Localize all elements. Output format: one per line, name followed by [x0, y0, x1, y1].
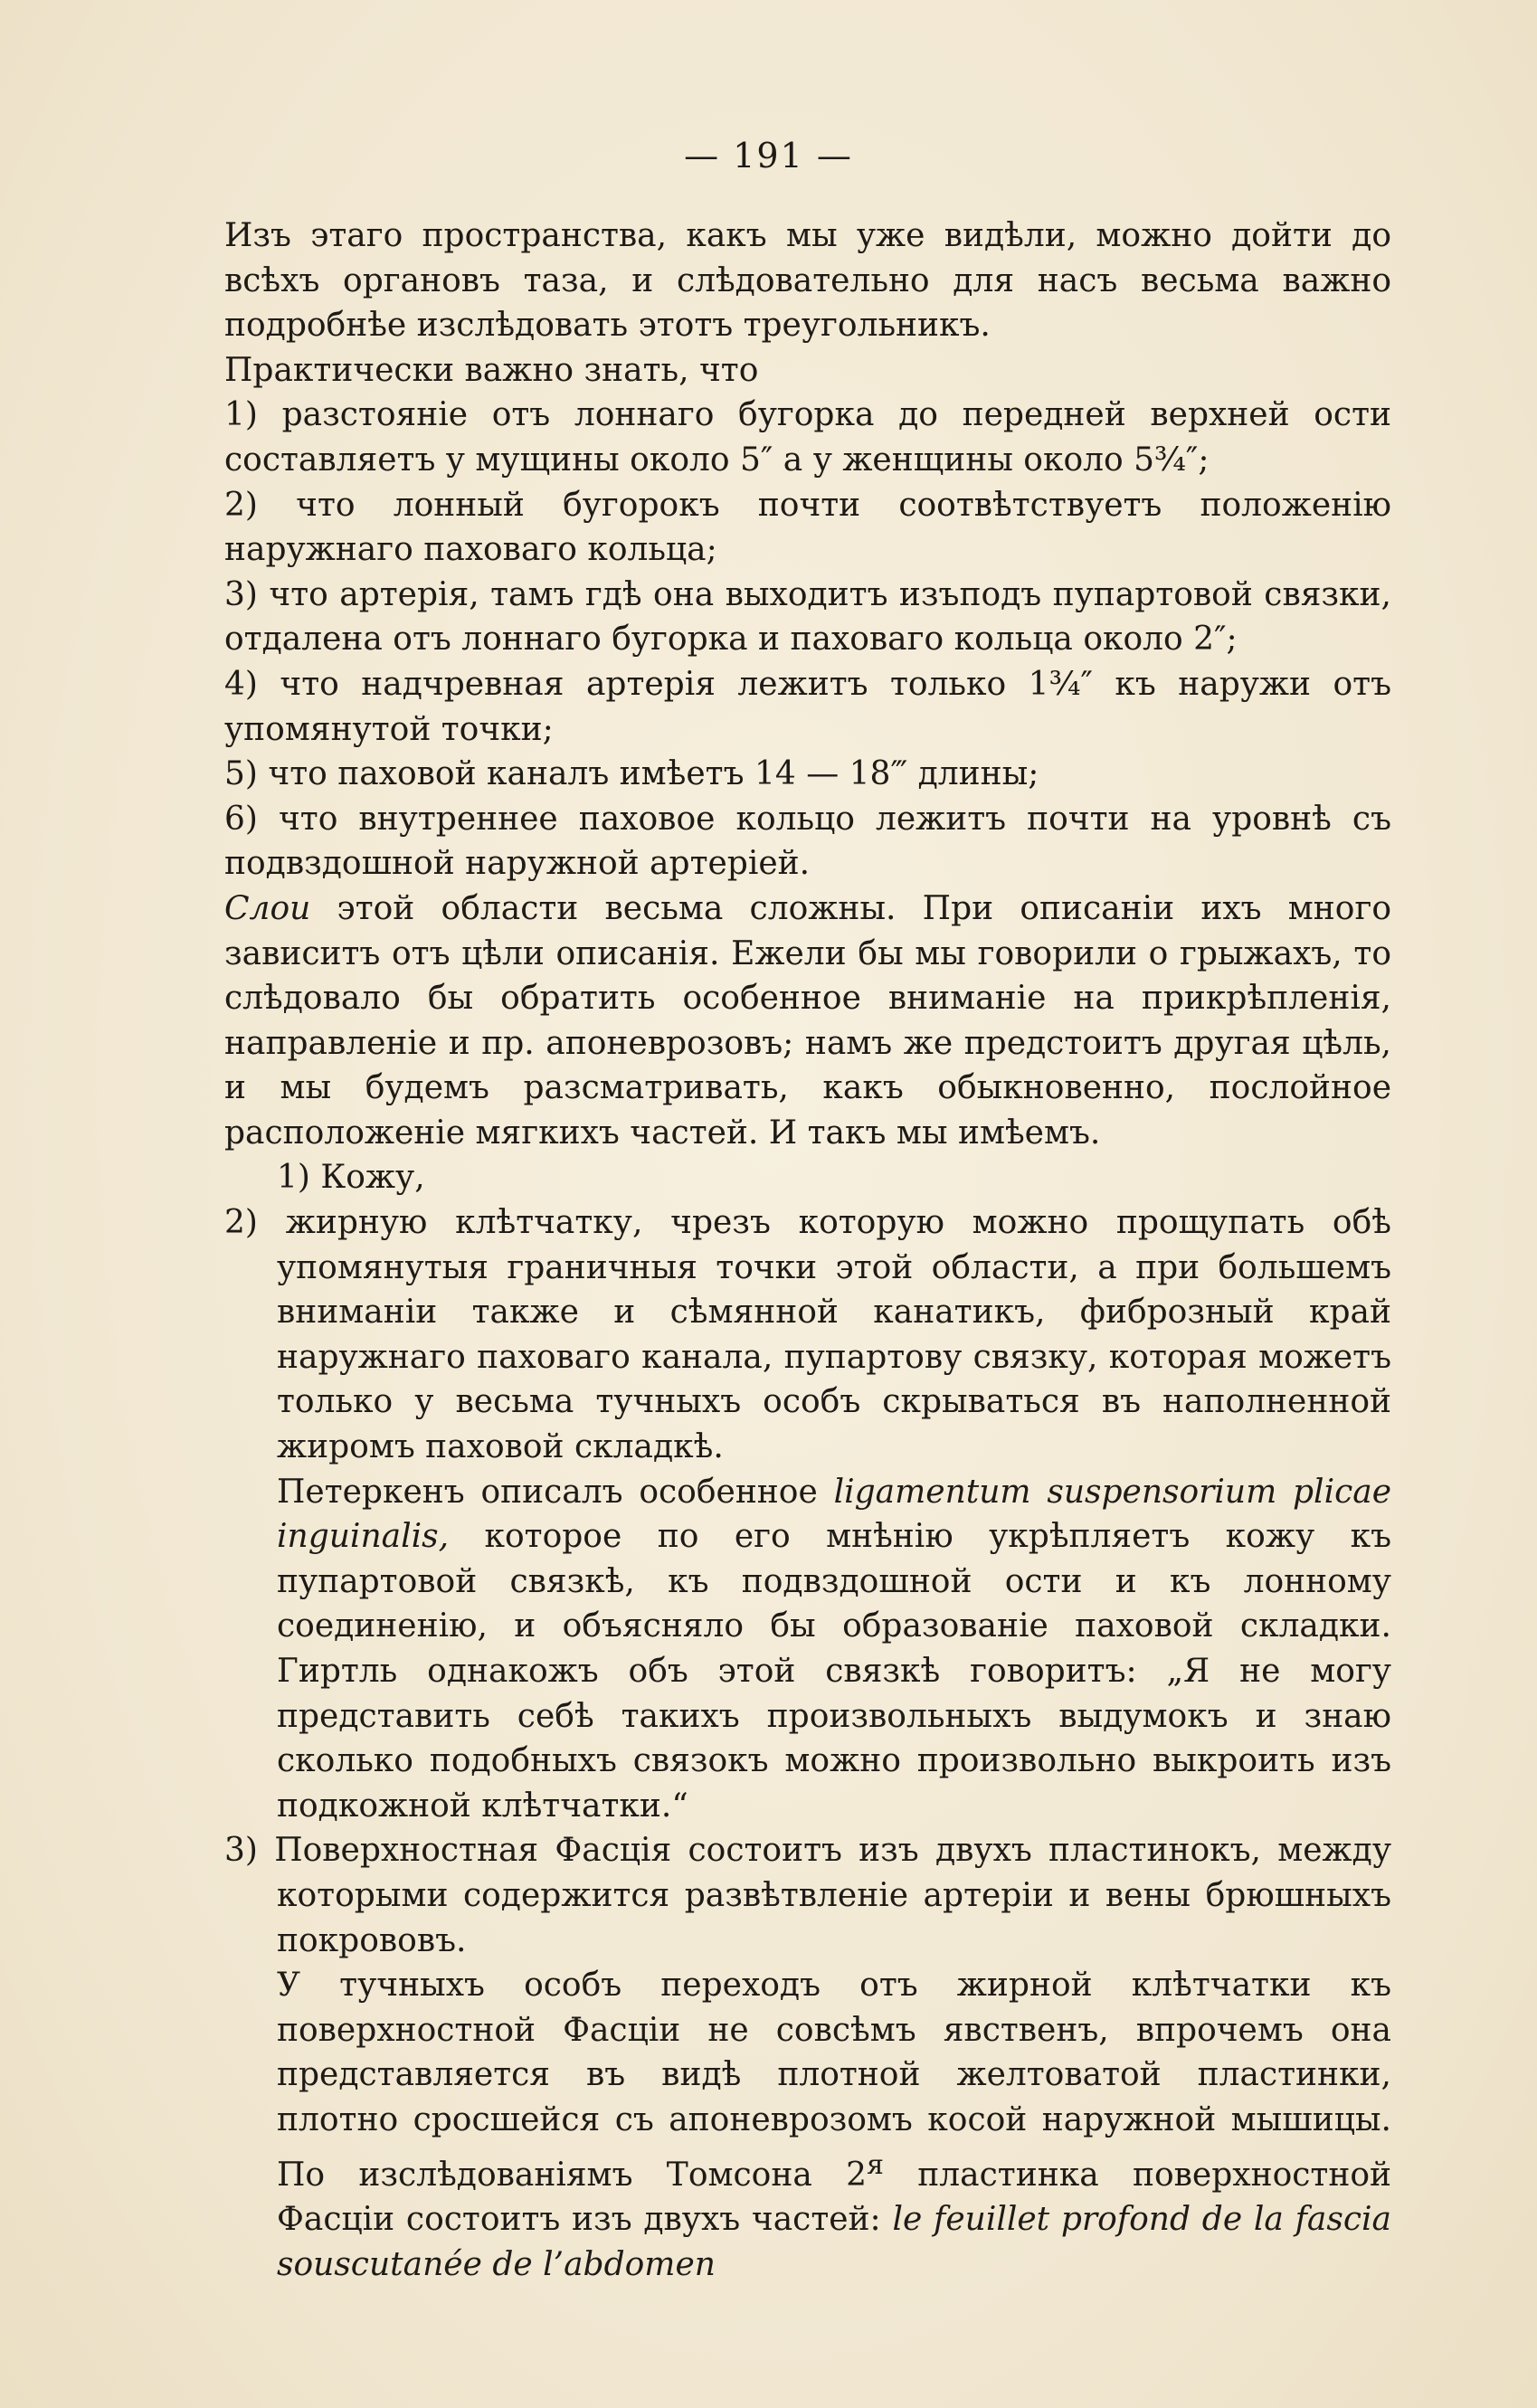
paragraph-practical: Практически важно знать, что	[224, 351, 759, 389]
list-item-3: 3) что артерія, тамъ гдѣ она выходитъ изъподъ пупартовой связки, отдалена отъ лоннаго бугорка и паховаго кольца около 2″;	[224, 575, 1391, 659]
layer-item-1: 1) Кожу,	[277, 1159, 425, 1197]
peterken-text-a: Петеркенъ описалъ особенное	[277, 1473, 834, 1511]
paragraph-obese	[224, 1963, 1391, 2287]
list-item-4: 4) что надчревная артерія лежитъ только 1¾″ къ наружи отъ упомянутой точки;	[224, 665, 1391, 748]
list-item-2: 2) что лонный бугорокъ почти соотвѣтствуетъ положенію наружнаго паховаго кольца;	[224, 486, 1391, 569]
page-body	[224, 213, 1391, 2287]
paragraph-layers	[224, 886, 1391, 1156]
peterken-text-b: которое по его мнѣнію укрѣпляетъ кожу къ пупартовой связкѣ, къ подвздошной ости и къ лонному соединенію, и объясняло бы образованіе паховой складки. Гиртль однакожъ объ этой связкѣ говоритъ: „Я не могу представить себѣ такихъ произвольныхъ выдумокъ и знаю сколько подобныхъ связокъ можно произвольно выкроить изъ подкожной клѣтчатки.“	[277, 1518, 1391, 1825]
layer-item-3-text: Поверхностная Фасція состоитъ изъ двухъ пластинокъ, между которыми содержится развѣтвленіе артеріи и вены брюшныхъ покрововъ.	[274, 1832, 1391, 1959]
layers-text: этой области весьма сложны. При описаніи ихъ много зависитъ отъ цѣли описанія. Ежели бы мы говорили о грыжахъ, то слѣдовало бы обратить особенное вниманіе на прикрѣпленія, направленіе и пр. апоневрозовъ; намъ же предстоитъ другая цѣль, и мы будемъ разсматривать, какъ обыкновенно, послойное расположеніе мягкихъ частей. И такъ мы имѣемъ.	[224, 889, 1391, 1152]
layer-item-2-number: 2)	[224, 1204, 258, 1242]
peterken-latin: ligamentum suspensorium plicae inguinalis,	[277, 1473, 1392, 1556]
layer-item-3-number: 3)	[224, 1832, 258, 1870]
paragraph-peterken	[224, 1470, 1391, 1829]
page-number: — 191 —	[684, 136, 853, 175]
layer-item-2-text: жирную клѣтчатку, чрезъ которую можно прощупать обѣ упомянутыя граничныя точки этой области, а при большемъ вниманіи также и сѣмянной канатикъ, фиброзный край наружнаго паховаго канала, пупартову связку, которая можетъ только у весьма тучныхъ особъ скрываться въ наполненной жиромъ паховой складкѣ.	[277, 1204, 1391, 1466]
list-item-5: 5) что паховой каналъ имѣетъ 14 — 18‴ длины;	[224, 755, 1039, 793]
list-item-1: 1) разстояніе отъ лоннаго бугорка до передней верхней ости составляетъ у мущины около 5″ а у женщины около 5¾″;	[224, 396, 1391, 479]
obese-latin: le feuillet profond de la fascia souscutanée de l’abdomen	[277, 2201, 1391, 2283]
layer-item-2	[224, 1200, 1391, 1470]
layers-lead: Слои	[224, 889, 311, 927]
obese-text-a: У тучныхъ особъ переходъ отъ жирной клѣтчатки къ поверхностной Фасціи не совсѣмъ явственъ, впрочемъ она представляется въ видѣ плотной желтоватой пластинки, плотно сросшейся съ апоневрозомъ косой наружной мышицы. По изслѣдованіямъ Томсона 2	[277, 1967, 1391, 2194]
obese-text-b: пластинка поверхностной Фасціи состоитъ изъ двухъ частей:	[277, 2156, 1391, 2239]
paragraph-intro: Изъ этаго пространства, какъ мы уже видѣли, можно дойти до всѣхъ органовъ таза, и слѣдовательно для насъ весьма важно подробнѣе изслѣдовать этотъ треугольникъ.	[224, 217, 1391, 345]
list-item-6: 6) что внутреннее паховое кольцо лежитъ почти на уровнѣ съ подвздошной наружной артеріей.	[224, 800, 1391, 883]
obese-superscript: я	[867, 2148, 884, 2181]
layer-item-3	[224, 1828, 1391, 1963]
